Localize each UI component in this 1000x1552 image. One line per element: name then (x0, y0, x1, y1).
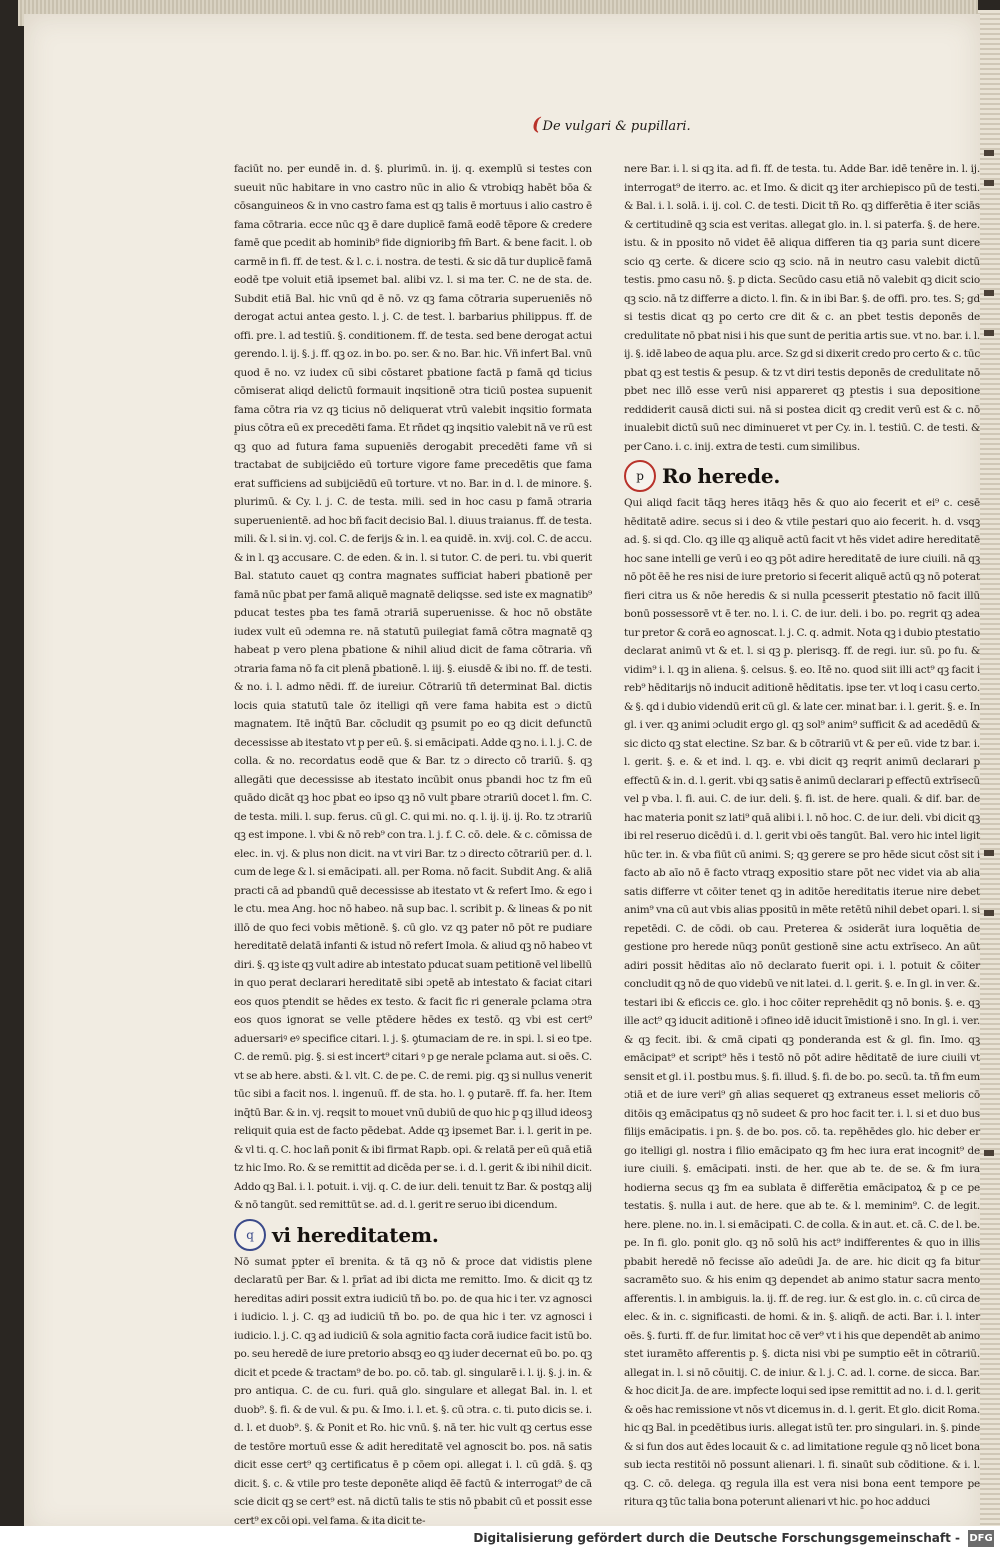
section-heading-pro-herede (624, 460, 980, 492)
dfg-logo: DFG (968, 1530, 994, 1547)
edge-mark (984, 1150, 994, 1156)
left-paragraph-2: Nō sumat p̱pter eī brenita. & tā qꝫ nō & p̱roce dat vidistis plene declaratū per Bar. & l. p̱rīat ad ibi dicta me remitto. Imo. & dicit qꝫ tz hereditas adiri possit extra iudiciū tñ bo. po. de qua hic i ter. vz agnosci i iudicio. l. j. C. qꝫ ad iudiciū tñ bo. po. de qua hic i ter. vz agnosci i iudicio. l. j. C. qꝫ ad iudiciū & sola agnitio facta corā iudice facit istū bo. po. seu heredē de iure pretorio absqꝫ eo qꝫ iuder decernat eū bo. po. qꝫ dicit et pcede & tractam⁹ de bo. po. cō. tab. gl. singularē i. l. ij. §. j. in. & pro antiqua. C. de cu. furi. quā glo. singulare et allegat Bal. in. l. et duob⁹. §. fi. & de vul. & pu. & Imo. i. l. et. §. cū ɔtra. c. ti. puto dicis se. i. d. l. et duob⁹. §. & Ponit et Ro. hic vnū. §. nā ter. hic vult qꝫ certus esse de testōre mortuū esse & adit hereditatē vel agnoscit bo. pos. nā satis dicit esse cert⁹ qꝫ certificatus ē p cōem opi. allegat i. l. cū gdā. §. qꝫ dicit. §. c. & vtile pro teste deponēte aliqd ēē factū & interrogat⁹ de cā scie dicit qꝫ se cert⁹ est. nā dictū talis te stis nō p̱babit cū et possit esse cert⁹ ex cōi opi. vel fama. & ita dicit te- (234, 1255, 592, 1527)
section-heading-text: Ro herede. (662, 464, 781, 488)
edge-mark (984, 910, 994, 916)
edge-mark (984, 290, 994, 296)
section-heading-qui-hereditatem (234, 1219, 592, 1251)
footer-credit: Digitalisierung gefördert durch die Deutsche Forschungsgemeinschaft - (473, 1531, 960, 1545)
edge-mark (984, 150, 994, 156)
edge-mark (984, 850, 994, 856)
page-right-edge (978, 10, 1000, 1530)
left-column (234, 160, 592, 1527)
right-column (624, 160, 980, 1508)
edge-mark (984, 330, 994, 336)
decorated-initial: q (234, 1219, 266, 1251)
right-paragraph-2: Qui aliqd facit tāqꝫ heres itāqꝫ hēs & quo aio fecerit et ei⁹ c. cesē hēditatē adire. secus si i deo & vtile p̱estari quo aio fecerit. h. d. vsqꝫ ad. §. si qd. Clo. qꝫ ille qꝫ aliquē actū facit vt hēs videt adire hereditatē hoc sane intelli ge verū i eo qꝫ pōt adire hereditatē de iure ciuili. nā qꝫ nō pōt ēē he res nisi de iure pretorio si fecerit aliquē actū qꝫ nō poterat fieri citra us & nōe heredis & si nulla p̱cesserit p̱testatio nō facit illū bonū possessorē vt ē ter. no. l. i. C. de iur. deli. i bo. po. regrit qꝫ adea tur pretor & corā eo agnoscat. l. j. C. q. admit. Nota qꝫ i dubio p̱testatio declarat animū vt & et. l. si qꝫ p̱. plerisqꝫ. ff. de regi. iur. sū. p̱o fu. & vidim⁹ i. l. qꝫ in aliena. §. celsus. §. eo. Itē no. quod siit illi act⁹ qꝫ facit i reb⁹ hēditarijs nō inducit aditionē hēditatis. ipse ter. vt loq i casu certo. & §. qd i dubio videndū erit cū gl. & late cer. minat bar. i. l. gerit. §. e. In gl. i ver. qꝫ animi ɔcludit ergo gl. qꝫ sol⁹ anim⁹ sufficit & ad acedēdū & sic dicto qꝫ stat electine. Sz bar. & b cōtrariū vt & per eū. vide tz bar. i. l. gerit. §. e. & et ind. l. qꝫ. e. vbi dicit qꝫ reqrit animū declarari p̱ effectū & in. d. l. gerit. vbi qꝫ satis ē animū declarari p̱ effectū extrīsecū vel p̱ vba. l. fi. aui. C. de iur. deli. §. fi. ist. de here. quali. & dif. bar. de hac materia ponit sz lati⁹ quā alibi i. l. nō hoc. C. de iur. deli. vbi dicit qꝫ ibi rel reseruo dicēdū i. d. l. gerit vbi oēs tangūt. Bal. vero hic intel ligit hūc ter. in. & vba fiūt cū animi. S; qꝫ gerere se pro hēde sicut cōst sit i facto ab aīo nō ē facto vtraqꝫ expositio stare pōt nec videt via ab alia satis differre vt cōiter tenet qꝫ in aditōe hereditatis iterue nire debet anim⁹ vna cū aut vbis alias p̱positū in mēte retētū nihil debet opari. l. si repetēdi. C. de cōdi. ob cau. Preterea & ɔsiderāt iura loquētia de gestione pro herede nūqꝫ ponūt gestionē sine actu extrīseco. An aūt adiri possit hēditas aīo nō declarato fuerit opi. i. l. potuit & cōiter concludit qꝫ nō de quo videbū ve nit latei. d. l. gerit. §. e. In gl. in ver. &. testari ibi & eficcis ce. glo. i hoc cōiter reprehēdit qꝫ nō bonis. §. e. qꝫ ille act⁹ qꝫ iducit aditionē i ɔfineo idē iducit īmistionē i sno. In gl. i. ver. & qꝫ fecit. ibi. & cmā cipati qꝫ ponderanda est & gl. fin. Imo. qꝫ emācipat⁹ et script⁹ hēs i testō nō pōt adire hēditatē de iure ciuili vt sensit et gl. i l. postbu mus. §. fi. illud. §. fi. de bo. po. secū. ta. tñ fm eum ɔtiā et de iure veri⁹ gn̄ alias sequeret qꝫ extraneus esset melioris cō ditōis qꝫ emācipatus qꝫ nō sudeet & pro hoc facit ter. i. l. si et duo bus filijs emācipatis. i p̱n. §. de bo. pos. cō. ta. repēhēdes glo. hic deber er go itelligi gl. nostra i filio emācipato qꝫ fm hec iura erat incognit⁹ de iure ciuili. §. emācipati. insti. de her. que ab te. de se. & fm iura hodierna secus qꝫ fm ea sublata ē differētia emācipatoꝝ & p̱ ce pe testatis. §. nulla i aut. de here. que ab te. & l. meminim⁹. C. de legit. here. plene. no. in. l. si emācipati. C. de colla. & in aut. et. cā. C. de l. be. pe. In fi. glo. ponit glo. qꝫ nō solū his act⁹ indifferentes & quo in illis p̱babit heredē nō fecisse aīo adeūdi Ja. de are. hic dicit qꝫ fa bitur sacramēto suo. & his enim qꝫ dependet ab animo statur sacra mento afferentis. l. in ambiguis. la. ij. ff. de reg. iur. & est glo. in. c. cū circa de elec. & in. c. significasti. de homi. & in. §. aliqñ. de acti. Bar. i. l. inter oēs. §. furti. ff. de fur. limitat hoc cē ver⁹ vt i his que dependēt ab animo stet iuramēto afferentis p̱. §. dicta nisi vbi p̱e sumptio eēt in cōtrariū. allegat in. l. si nō cōuitij. C. de iniur. & l. j. C. ad. l. corne. de sicca. Bar. & hoc dicit Ja. de are. impfecte loqui sed ipse remittit ad no. i. d. l. gerit & oēs hac remissione vt nōs vt dicemus in. d. l. gerit. Et glo. dicit Roma. hic qꝫ Bal. in p̱cedētibus iuris. allegat istū ter. pro singulari. in. §. pinde & si fun dos aut ēdes locauit & c. ad limitatione regule qꝫ nō licet bona sub iecta restitōi nō possunt alienari. l. fi. sinaūt sub cōditione. & i. l. qꝫ. C. cō. delega. qꝫ regula illa est vera nisi bona eent tempore pe ritura qꝫ tūc talia bona poterunt alienari vt hic. p̱o hoc adduci (624, 497, 980, 1508)
edge-mark (984, 180, 994, 186)
right-paragraph-1: nere Bar. i. l. si qꝫ ita. ad fi. ff. de testa. tu. Adde Bar. idē tenēre in. l. ij. interrogat⁹ de iterro. ac. et Imo. & dicit qꝫ iter archiepisco pū de testi. & Bal. i. l. solā. i. ij. col. C. de testi. Dicit tñ Ro. qꝫ differētia ē iter sciās & certitudinē qꝫ scia est veritas. allegat glo. in. l. si paterfa. §. de here. istu. & in pposito nō videt ēē aliqua differen tia qꝫ paria sunt dicere scio qꝫ certe. & dicere scio qꝫ scio. nā in neutro casu valebit dictū testis. p̱mo casu nō. §. p̱ dicta. Secūdo casu etiā nō valebit qꝫ dicit scio qꝫ scio. nā tz differre a dicto. l. fin. & in ibi Bar. §. de offi. pro. tes. S; gd si testis dicat qꝫ p̱o certo cre dit & c. an pbet testis deponēs de credulitate nō pbat nisi i his que sunt de peritia artis sue. vt no. bar. i. l. ij. §. idē labeo de aqua plu. arce. Sz gd si dixerit credo pro certo & c. tūc pbat qꝫ est testis & p̱esup. & tz vt diri testis deponēs de credulitate nō pbet nec illō esse verū nisi appareret qꝫ p̱testis i sua depositione reddiderit causā dicti sui. nā si postea dicit qꝫ credit verū est & c. nō inualebit dictū suū nec diminueret vt per Cy. in. l. testiū. C. de testi. & per Cano. i. c. inij. extra de testi. cum similibus. (624, 163, 980, 453)
book-page (24, 14, 980, 1534)
running-head-text: De vulgari & pupillari. (542, 119, 691, 134)
running-head (532, 114, 692, 138)
footer-bar (0, 1526, 1000, 1552)
section-heading-text: vi hereditatem. (272, 1222, 439, 1247)
rubric-mark: ( (532, 114, 541, 135)
left-paragraph-1: faciūt no. per eundē in. d. §. plurimū. in. ij. q. exemplū si testes con sueuit nūc habitare in vno castro nūc in alio & vtrobiqꝫ habēt bōa & cōsanguineos & in vno castro fama est qꝫ talis ē mortuus i alio castro ē fama cōtraria. ecce nūc qꝫ ē dare duplicē famā eodē tēpore & credere famē que pcedit ab hominib⁹ fide dignioribꝫ fm̄ Bart. & bene facit. l. ob carmē in fi. ff. de test. & l. c. i. nostra. de testi. & sic dā tur duplicē famā eodē tpe voluit etiā ipsemet bal. alibi vz. l. si ma ter. C. ne de sta. de. Subdit etiā Bal. hic vnū qd ē nō. vz qꝫ fama cōtraria superueniēs nō derogat actui antea gesto. l. j. C. de test. l. barbarius philippus. ff. de offi. pre. l. ad testiū. §. conditionem. ff. de testa. sed bene derogat actui gerendo. l. ij. §. j. ff. qꝫ oz. in bo. po. ser. & no. Bar. hic. Vñ infert Bal. vnū quod ē no. vz iudex cū sibi cōstaret p̱batione factā p famā qd ticius cōmiserat aliqd delictū formauit inqsitionē ɔtra ticiū postea supuenit fama cōtra ria vz qꝫ ticius nō deliquerat vtrū valebit inqsitio formata p̱ius cōtra eū ex precedēti fama. Et rñdet qꝫ inqsitio valebit nā ve rū est qꝫ quo ad futura fama supueniēs derogabit precedēti fame vñ si tractabat de subijciēdo eū torture vigore fame precedētis que fama erat sufficiens ad subijciēdū eū torture. vt no. Bar. in d. l. de minore. §. plurimū. & Cy. l. j. C. de testa. mili. sed in hoc casu p famā ɔtraria superuenientē. ad hoc bñ facit decisio Bal. l. diuus traianus. ff. de testa. mili. & l. si in. vj. col. C. de ferijs & in. l. ea quidē. in. xvij. col. C. de accu. & in l. qꝫ accusare. C. de eden. & in. l. si tutor. C. de peri. tu. vbi querit Bal. statuto cauet qꝫ contra magnates sufficiat haberi p̱bationē per famā nūc p̱bat per famā aliquē magnatē deliqsse. sed iste ex magnatib⁹ pducat testes p̱ba tes famā ɔtrariā superuenisse. & hoc nō obstāte iudex vult eū ɔdemna re. nā statutū p̱uilegiat famā cōtra magnatē qꝫ habeat p vero plena p̱batione & nihil aliud dicit de fama cōtraria. vñ ɔtraria fama nō fa cit plenā p̱bationē. l. iij. §. eiusdē & ibi no. ff. de testi. & no. i. l. admo nēdi. ff. de iureiur. Cōtrariū tñ determinat Bal. dictis locis quia statutū tale ōz itelligi qñ vere fama habita est ɔ dictū magnatem. Itē inq̄tū Bar. cōcludit qꝫ p̱sumit p̱o eo qꝫ dicit defunctū decessisse ab itestato vt p̱ per eū. §. si emācipati. Adde qꝫ no. i. l. j. C. de colla. & no. recordatus eodē que & Bar. tz ɔ directo cō trariū. §. qꝫ allegāti que decessisse ab itestato incūbit onus p̱bandi hoc tz fm eū quādo dicāt qꝫ hoc p̱bat eo ipso qꝫ nō vult p̱bare ɔtrariū docet l. fm. C. de testa. mili. l. sup. ferus. cū gl. C. qui mi. no. q. l. ij. ij. ij. Ro. tz ɔtrariū qꝫ est impone. l. vbi & nō reb⁹ con tra. l. j. f. C. cō. dele. & c. cōmissa de elec. in. vj. & plus non dicit. na vt viri Bar. tz ɔ directo cōtrariū per. d. l. cum de lege & l. si emācipati. all. per Roma. nō facit. Subdit Ang. & aliā practi cā ad p̱bandū quē decessisse ab itestato vt & refert Imo. & ego i le ctu. mea Ang. hoc nō habeo. nā sup bac. l. scribit p̱. & lineas & po nit illō de quo feci vobis mētionē. §. cū glo. vz qꝫ pater nō pōt re pudiare hereditatē delatā infanti & istud nō refert Imola. & aliud qꝫ nō habeo vt diri. §. qꝫ iste qꝫ vult adire ab intestato p̱ducat suam petitionē vel libellū in quo perat declarari hereditatē sibi ɔpetē ab intestato & faciat citari eos quos p̱tendit se hēdes ex testo. & facit fic ri generale p̱clama ɔtra eos quos ignorat se velle p̱tēdere hēdes ex testō. qꝫ vbi est cert⁹ aduersariꝰ eꝰ specifice citari. l. j. §. ꝯtumaciam de re. in spi. l. si eo tpe. C. de remū. pig. §. si est incert⁹ citari ꝰ p ge nerale p̱clama aut. si oēs. C. vt se ab here. absti. & l. vlt. C. de pe. C. de remi. pig. qꝫ si nullus venerit tūc sibi a facit nos. l. ingenuū. ff. de sta. ho. l. ꝯ putarē. ff. fa. her. Item inq̄tū Bar. & in. vj. reqsit to mouet vnū dubiū de quo hic p̱ qꝫ illud ideosꝫ reliquit quia est de facto pēdebat. Adde qꝫ ipsemet Bar. i. l. gerit in pe. & vl ti. q. C. hoc lañ ponit & ibi firmat Rapb. opi. & relatā per eū quā etiā tz hic Imo. Ro. & se remittit ad dicēda per se. i. d. l. gerit & ibi nihil dicit. Addo qꝫ Bal. i. l. potuit. i. vij. q. C. de iur. deli. tenuit tz Bar. & postqꝫ alij & nō tangūt. sed remittūt se. ad. d. l. gerit re seruo ibi dicendum. (234, 163, 592, 1211)
decorated-initial: p (624, 460, 656, 492)
